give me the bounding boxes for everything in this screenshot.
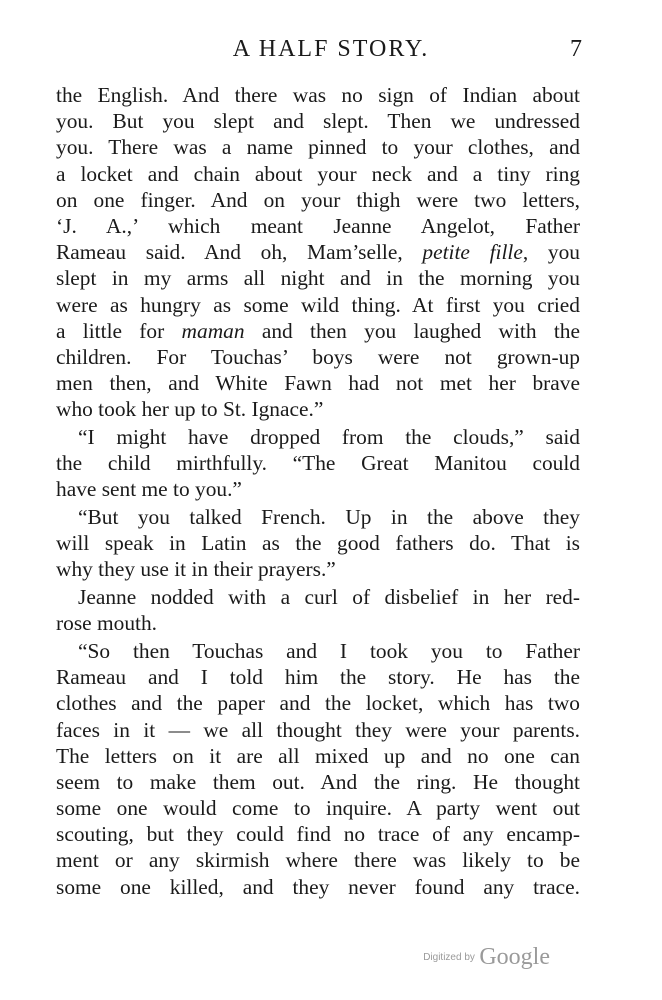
text-line: ‘J. A.,’ which meant Jeanne Angelot, Father (56, 213, 580, 238)
text-line: who took her up to St. Ignace.” (56, 397, 324, 422)
text-line: Rameau and I told him the story. He has the (56, 665, 580, 690)
text-line: the English. And there was no sign of Indian about (56, 83, 580, 107)
text-line: some one would come to inquire. A party went out (56, 796, 580, 821)
text-line: slept in my arms all night and in the morning you (56, 266, 580, 291)
digitized-watermark (423, 944, 550, 971)
paragraph-2 (56, 424, 580, 503)
text-line: men then, and White Fawn had not met her brave (56, 371, 580, 396)
italic-phrase: petite fille (422, 240, 523, 265)
text-line: you. But you slept and slept. Then we undressed (56, 109, 580, 134)
paragraph-3 (56, 504, 580, 583)
text-line: children. For Touchas’ boys were not grown-up (56, 344, 580, 369)
text-line: “So then Touchas and I took you to Father (78, 638, 580, 663)
text-line: a locket and chain about your neck and a tiny ring (56, 161, 580, 186)
text-line: ment or any skirmish where there was likely to be (56, 848, 580, 873)
text-line: “I might have dropped from the clouds,” said (78, 424, 580, 449)
paragraph-1 (56, 82, 580, 422)
italic-phrase: maman (181, 318, 245, 343)
text-line: scouting, but they could find no trace of any encamp- (56, 822, 580, 847)
text-line: you. There was a name pinned to your clothes, and (56, 135, 580, 160)
running-title: A HALF STORY. (232, 36, 430, 62)
text-line: were as hungry as some wild thing. At first you cried (56, 292, 580, 317)
text-line: “But you talked French. Up in the above they (78, 505, 580, 529)
paragraph-4 (56, 584, 580, 636)
text-line: clothes and the paper and the locket, which has two (56, 691, 580, 716)
body-text (56, 82, 580, 900)
text-line: rose mouth. (56, 611, 157, 636)
text-line: the child mirthfully. “The Great Manitou could (56, 451, 580, 476)
text-line: why they use it in their prayers.” (56, 557, 336, 582)
text-line (56, 239, 580, 265)
text-run: and then you laughed with the (244, 318, 580, 343)
google-logo: Google (479, 944, 550, 970)
page-header (0, 36, 662, 66)
text-line: some one killed, and they never found any trace. (56, 874, 580, 899)
text-line: Jeanne nodded with a curl of disbelief in her red- (78, 585, 580, 610)
digitized-by-label: Digitized by (423, 952, 475, 963)
text-run: , you (522, 240, 580, 265)
text-line: will speak in Latin as the good fathers do. That is (56, 531, 580, 556)
text-line: faces in it — we all thought they were your parents. (56, 717, 580, 742)
text-line: on one finger. And on your thigh were two letters, (56, 187, 580, 212)
page-number: 7 (570, 36, 582, 62)
text-run: a little for (56, 318, 182, 343)
text-run: Rameau said. And oh, Mam’selle, (56, 240, 423, 265)
text-line: seem to make them out. And the ring. He thought (56, 769, 580, 794)
text-line: The letters on it are all mixed up and no one can (56, 743, 580, 768)
text-line (56, 318, 580, 344)
paragraph-5 (56, 638, 580, 900)
text-line: have sent me to you.” (56, 477, 242, 502)
